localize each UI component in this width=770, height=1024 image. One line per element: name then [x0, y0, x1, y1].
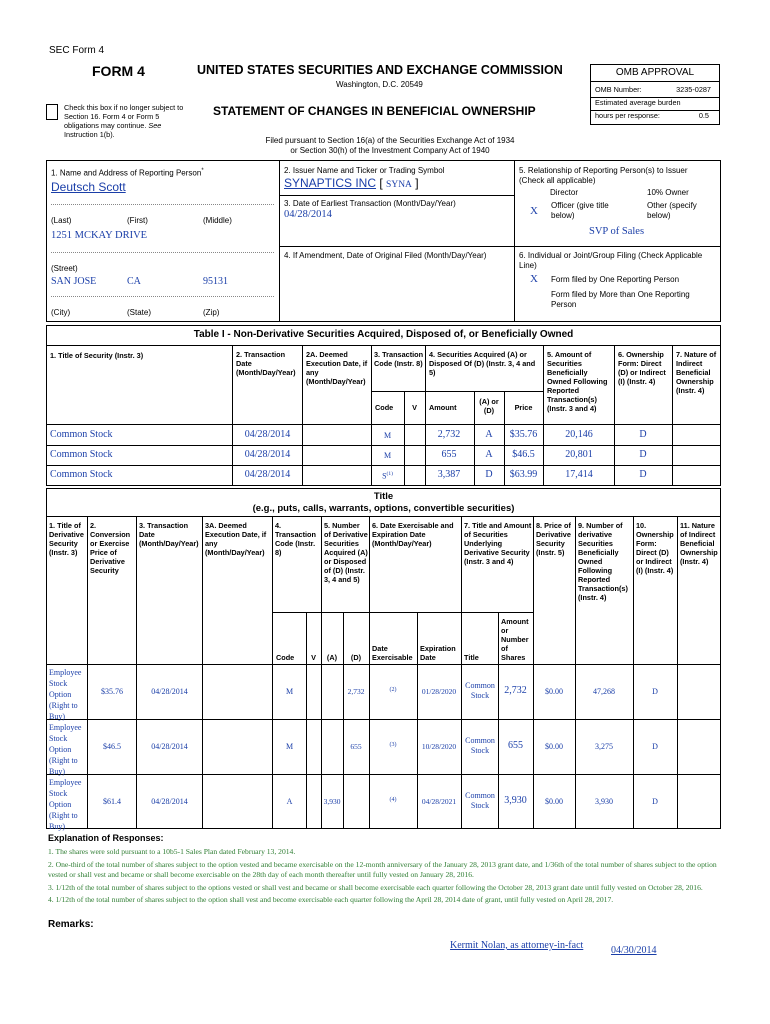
zip-label: (Zip) [203, 308, 220, 317]
street-label: (Street) [51, 264, 78, 273]
t1-row-form: D [639, 469, 647, 480]
t2-code: Code [276, 653, 295, 662]
box1-label: 1. Name and Address of Reporting Person* [51, 168, 204, 178]
t2-h3a: 3A. Deemed Execution Date, if any (Month/Day/Year) [205, 521, 267, 557]
t2-row-owned: 3,930 [595, 797, 613, 806]
first-label: (First) [127, 216, 148, 225]
state-label: (State) [127, 308, 152, 317]
omb-burden-label: Estimated average burden [595, 98, 681, 107]
t1-row-owned: 20,801 [565, 449, 593, 460]
t2-row-date: 04/28/2014 [151, 797, 188, 806]
t1-ad: (A) or (D) [479, 397, 499, 415]
t2-row-title: Common Stock [465, 791, 495, 810]
t2-row-code: M [285, 687, 294, 696]
t1-row-ad: A [485, 449, 493, 460]
t2-row-security: Employee Stock Option (Right to Buy) [49, 778, 82, 831]
t1-row-ad: D [485, 469, 493, 480]
multi-person-label: Form filed by More than One Reporting Person [551, 290, 690, 309]
ten-pct-label: 10% Owner [647, 188, 689, 197]
t2-h6: 6. Date Exercisable and Expiration Date (Month/Day/Year) [372, 521, 454, 548]
sec-form-label: SEC Form 4 [49, 45, 105, 56]
explanation-note: 2. One-third of the total number of shares subject to the option vested and became exercisable on the 12-month anniversary of the January 28, 2013 grant date, and 1/36th of the total number of shares subject to the option vested or shall vest and became or shall become exercisable on the 28th day of each month thereafter until fully vested on January 28, 2016. [48, 859, 717, 879]
officer-label: Officer (give title below) [551, 201, 609, 220]
t2-h10: 10. Ownership Form: Direct (D) or Indirect (I) (Instr. 4) [636, 521, 674, 575]
omb-approval-box [590, 64, 720, 125]
box5-sub: (Check all applicable) [519, 176, 596, 185]
t2-row-title: Common Stock [465, 681, 495, 700]
other-label: Other (specify below) [647, 201, 697, 220]
t2-exp: Expiration Date [420, 644, 456, 662]
street-value: 1251 MCKAY DRIVE [51, 230, 148, 241]
t2-row-security: Employee Stock Option (Right to Buy) [49, 723, 82, 776]
t2-row-expiration: 10/28/2020 [421, 742, 457, 751]
t1-row-amount: 3,387 [437, 469, 461, 480]
reporting-person-name[interactable]: Deutsch Scott [51, 180, 126, 194]
t1-row-amount: 2,732 [437, 429, 461, 440]
t2-row-shares: 2,732 [504, 685, 527, 696]
t2-h11: 11. Nature of Indirect Beneficial Ownership (Instr. 4) [680, 521, 718, 566]
t2-row-a: 3,930 [323, 797, 341, 806]
director-label: Director [550, 188, 579, 197]
remarks-title: Remarks: [48, 919, 94, 930]
signature[interactable]: Kermit Nolan, as attorney-in-fact [450, 940, 584, 951]
t2-row-form: D [652, 797, 658, 806]
t1-row-owned: 17,414 [565, 469, 593, 480]
checkbox-instruction: Check this box if no longer subject to Section 16. Form 4 or Form 5 obligations may continue. See Instruction 1(b). [64, 103, 184, 139]
t2-h3: 3. Transaction Date (Month/Day/Year) [139, 521, 199, 548]
t1-amount: Amount [429, 403, 457, 412]
t1-h4: 4. Securities Acquired (A) or Disposed Of (D) (Instr. 3, 4 and 5) [429, 350, 536, 377]
city-value: SAN JOSE [51, 276, 97, 287]
t2-title: Title [464, 653, 479, 662]
t2-a: (A) [326, 653, 338, 662]
t2-h4: 4. Transaction Code (Instr. 8) [275, 521, 316, 557]
middle-label: (Middle) [203, 216, 232, 225]
one-person-mark[interactable]: X [530, 273, 538, 285]
omb-title: OMB APPROVAL [591, 65, 719, 82]
t2-row-d: 2,732 [347, 687, 365, 696]
t2-row-owned: 3,275 [595, 742, 613, 751]
t2-row-code: A [286, 797, 293, 806]
t2-row-price: $61.4 [103, 797, 121, 806]
agency-title: UNITED STATES SECURITIES AND EXCHANGE COMMISSION [197, 63, 563, 77]
t2-h5: 5. Number of Derivative Securities Acquired (A) or Disposed of (D) (Instr. 3, 4 and 5) [324, 521, 368, 584]
last-label: (Last) [51, 216, 72, 225]
t1-row-date: 04/28/2014 [244, 429, 291, 440]
t1-row-code-note: (1) [386, 471, 393, 477]
t2-h2: 2. Conversion or Exercise Price of Derivative Security [90, 521, 131, 575]
explanation-note: 1. The shares were sold pursuant to a 10b5-1 Sales Plan dated February 13, 2014. [48, 847, 296, 856]
explanation-title: Explanation of Responses: [48, 833, 164, 843]
t1-row-date: 04/28/2014 [244, 469, 291, 480]
t2-row-title: Common Stock [465, 736, 495, 755]
t1-row-amount: 655 [441, 449, 457, 460]
t2-h9: 9. Number of derivative Securities Beneficially Owned Following Reported Transaction(s) (Instr. 4) [578, 521, 628, 602]
officer-mark[interactable]: X [530, 205, 538, 217]
t2-row-owned: 47,268 [593, 687, 615, 696]
t2-row-dprice: $0.00 [545, 742, 563, 751]
t2-row-form: D [652, 687, 658, 696]
box5-label: 5. Relationship of Reporting Person(s) to Issuer [519, 166, 688, 175]
omb-hours-label: hours per response: [595, 111, 660, 120]
t2-h7: 7. Title and Amount of Securities Underlying Derivative Security (Instr. 3 and 4) [464, 521, 532, 566]
omb-number: 3235-0287 [676, 85, 711, 94]
t2-row-shares: 3,930 [504, 795, 527, 806]
t1-row-price: $46.5 [512, 449, 535, 460]
t1-h2a: 2A. Deemed Execution Date, if any (Month/Day/Year) [306, 350, 368, 386]
t1-h1: 1. Title of Security (Instr. 3) [50, 351, 144, 360]
t2-row-exercisable: (3) [389, 742, 397, 748]
t1-v: V [412, 403, 417, 412]
t1-row-price: $63.99 [509, 469, 538, 480]
filed-pursuant: Filed pursuant to Section 16(a) of the Securities Exchange Act of 1934 or Section 30(h) of the Investment Company Act of 1940 [265, 136, 515, 155]
t2-row-dprice: $0.00 [545, 797, 563, 806]
t2-row-date: 04/28/2014 [151, 742, 188, 751]
explanation-note: 4. 1/12th of the total number of shares subject to the option shall vest and become exercisable each quarter following the April 28, 2014 date of grant, until fully vested on April 28, 2017. [48, 895, 614, 904]
no-longer-subject-checkbox[interactable] [46, 104, 58, 120]
omb-number-label: OMB Number: [595, 85, 642, 94]
officer-title: SVP of Sales [589, 226, 645, 237]
t2-row-exercisable: (2) [389, 687, 397, 693]
t2-row-dprice: $0.00 [545, 687, 563, 696]
zip-value: 95131 [203, 276, 228, 287]
t2-v: V [311, 653, 316, 662]
t1-row-code: $S^{(1)}$ [382, 471, 393, 481]
issuer-name[interactable]: SYNAPTICS INC [ SYNA ] [284, 176, 419, 190]
t2-row-price: $46.5 [103, 742, 121, 751]
t2-row-form: D [652, 742, 658, 751]
t2-row-exercisable: (4) [389, 797, 397, 803]
t1-row-form: D [639, 429, 647, 440]
box2-label: 2. Issuer Name and Ticker or Trading Symbol [284, 166, 445, 175]
box3-label: 3. Date of Earliest Transaction (Month/Day/Year) [284, 199, 456, 208]
t2-amt-shares: Amount or Number of Shares [501, 617, 529, 662]
t2-h8: 8. Price of Derivative Security (Instr. 5) [536, 521, 571, 557]
state-value: CA [127, 276, 141, 287]
statement-title: STATEMENT OF CHANGES IN BENEFICIAL OWNERSHIP [213, 104, 536, 118]
t1-row-security: Common Stock [50, 449, 113, 460]
t1-h7: 7. Nature of Indirect Beneficial Ownership (Instr. 4) [676, 350, 717, 395]
agency-city: Washington, D.C. 20549 [336, 80, 423, 89]
t1-row-form: D [639, 449, 647, 460]
earliest-transaction-date: 04/28/2014 [284, 209, 332, 220]
t1-h3: 3. Transaction Code (Instr. 8) [374, 350, 424, 368]
city-label: (City) [51, 308, 71, 317]
t1-row-security: Common Stock [50, 429, 113, 440]
t2-row-expiration: 04/28/2021 [421, 797, 457, 806]
t1-row-code: M [383, 451, 392, 460]
box4-label: 4. If Amendment, Date of Original Filed (Month/Day/Year) [284, 251, 487, 260]
one-person-label: Form filed by One Reporting Person [551, 275, 680, 284]
t2-row-code: M [285, 742, 294, 751]
t2-d: (D) [350, 653, 362, 662]
t2-h1: 1. Title of Derivative Security (Instr. 3) [49, 521, 84, 557]
t2-row-date: 04/28/2014 [151, 687, 188, 696]
explanation-notes [48, 847, 720, 908]
t1-h2: 2. Transaction Date (Month/Day/Year) [236, 350, 296, 377]
t2-row-price: $35.76 [101, 687, 123, 696]
table1-title: Table I - Non-Derivative Securities Acquired, Disposed of, or Beneficially Owned [193, 329, 574, 340]
t1-row-ad: A [485, 429, 493, 440]
t1-row-date: 04/28/2014 [244, 449, 291, 460]
t1-row-owned: 20,146 [565, 429, 593, 440]
explanation-note: 3. 1/12th of the total number of shares subject to the options vested or shall vest and became or shall become exercisable each quarter following the October 28, 2013 grant date until fully vested on October 28, 2016. [48, 882, 703, 892]
t2-row-d: 655 [350, 742, 362, 751]
box6-label: 6. Individual or Joint/Group Filing (Check Applicable Line) [519, 251, 703, 270]
t1-h5: 5. Amount of Securities Beneficially Owned Following Reported Transaction(s) (Instr. 3 and 4) [547, 350, 608, 413]
t1-h6: 6. Ownership Form: Direct (D) or Indirect (I) (Instr. 4) [618, 350, 666, 386]
signature-date: 04/30/2014 [611, 945, 657, 956]
t2-row-expiration: 01/28/2020 [421, 687, 457, 696]
t1-row-security: Common Stock [50, 469, 113, 480]
table2-title: Title (e.g., puts, calls, warrants, options, convertible securities) [252, 491, 515, 514]
t2-date-ex: Date Exercisable [372, 644, 413, 662]
form-title: FORM 4 [92, 63, 145, 79]
t1-code: Code [375, 403, 394, 412]
t2-row-shares: 655 [508, 740, 523, 751]
omb-hours: 0.5 [698, 111, 709, 120]
t1-row-price: $35.76 [509, 429, 538, 440]
t1-price: Price [514, 403, 533, 412]
t2-row-security: Employee Stock Option (Right to Buy) [49, 668, 82, 721]
t1-row-code: M [383, 431, 392, 440]
